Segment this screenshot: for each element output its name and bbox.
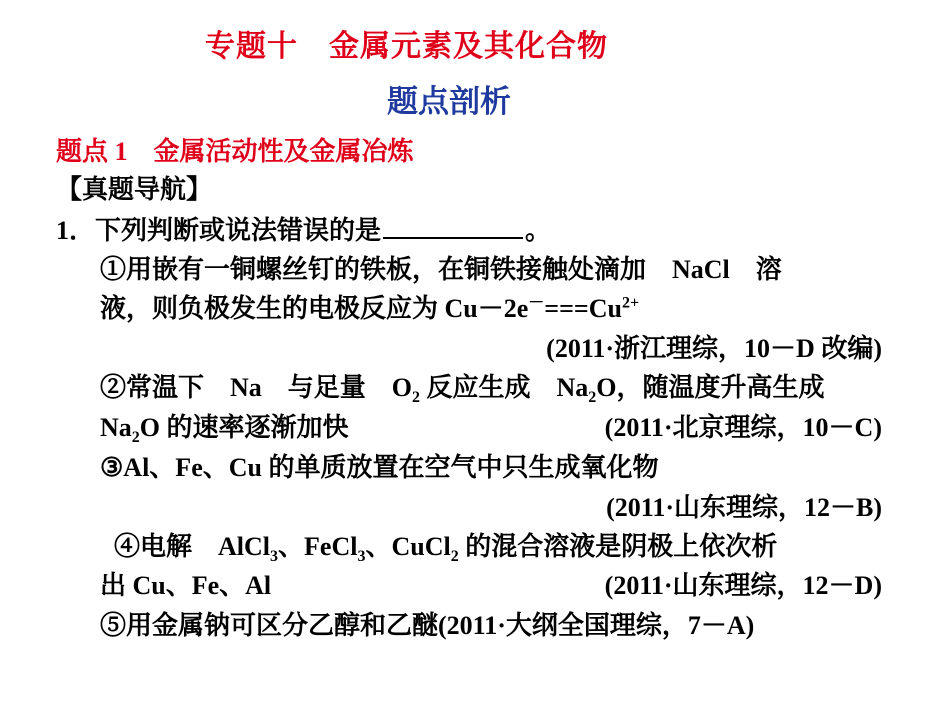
item-2-source: (2011·北京理综，10－C) [604,413,882,442]
item-3-source: (2011·山东理综，12－B) [606,493,882,522]
page-title: 专题十 金属元素及其化合物 [205,30,608,63]
question-stem-text: 1．下列判断或说法错误的是 [56,216,382,245]
item-5-source: (2011·大纲全国理综，7－A) [438,611,755,640]
item-1-line-1: ①用嵌有一铜螺丝钉的铁板，在铜铁接触处滴加 NaCl 溶 [100,255,782,284]
item-4-sub-3: 2 [450,548,459,566]
topic-heading: 题点 1 金属活动性及金属冶炼 [56,137,414,166]
item-1-sup-1: － [528,294,545,312]
item-2-text-a: ②常温下 Na 与足量 O [100,373,413,402]
item-4-sub-1: 3 [270,548,279,566]
item-4-line-1 [114,531,778,566]
item-1-text-a: 液，则负极发生的电极反应为 Cu－2e [100,294,529,323]
item-4-source: (2011·山东理综，12－D) [604,571,882,600]
item-2-sub-1: 2 [412,389,421,407]
item-1-source: (2011·浙江理综，10－D 改编) [546,334,882,363]
item-2-line-2 [100,412,349,447]
item-2-text-c: O，随温度升高生成 [596,373,825,402]
item-2-text-e: O 的速率逐渐加快 [139,413,349,442]
section-label: 【真题导航】 [56,175,213,204]
item-4-text-c: 、CuCl [365,532,451,561]
item-2-sub-2: 2 [588,389,597,407]
item-4-text-b: 、FeCl [278,532,358,561]
item-2-text-d: Na [100,413,132,442]
item-2-line-1 [100,372,825,407]
item-1-text-b: ===Cu [544,294,622,323]
item-3-line-1: ③Al、Fe、Cu 的单质放置在空气中只生成氧化物 [100,453,659,482]
item-5-text: ⑤用金属钠可区分乙醇和乙醚 [100,611,439,640]
item-4-text-a: ④电解 AlCl [114,532,271,561]
page-subtitle: 题点剖析 [387,84,511,119]
item-4-text-d: 的混合溶液是阴极上依次析 [458,532,778,561]
item-1-sup-2: 2+ [621,294,640,312]
answer-blank[interactable] [383,217,523,239]
item-4-line-2: 出 Cu、Fe、Al [100,571,272,600]
item-5-line-1 [100,610,754,642]
item-4-sub-2: 3 [357,548,366,566]
question-stem [56,215,551,247]
item-1-line-2 [100,293,639,325]
item-2-sub-3: 2 [131,429,140,447]
item-2-text-b: 反应生成 Na [420,373,589,402]
question-stem-end: 。 [525,216,552,245]
